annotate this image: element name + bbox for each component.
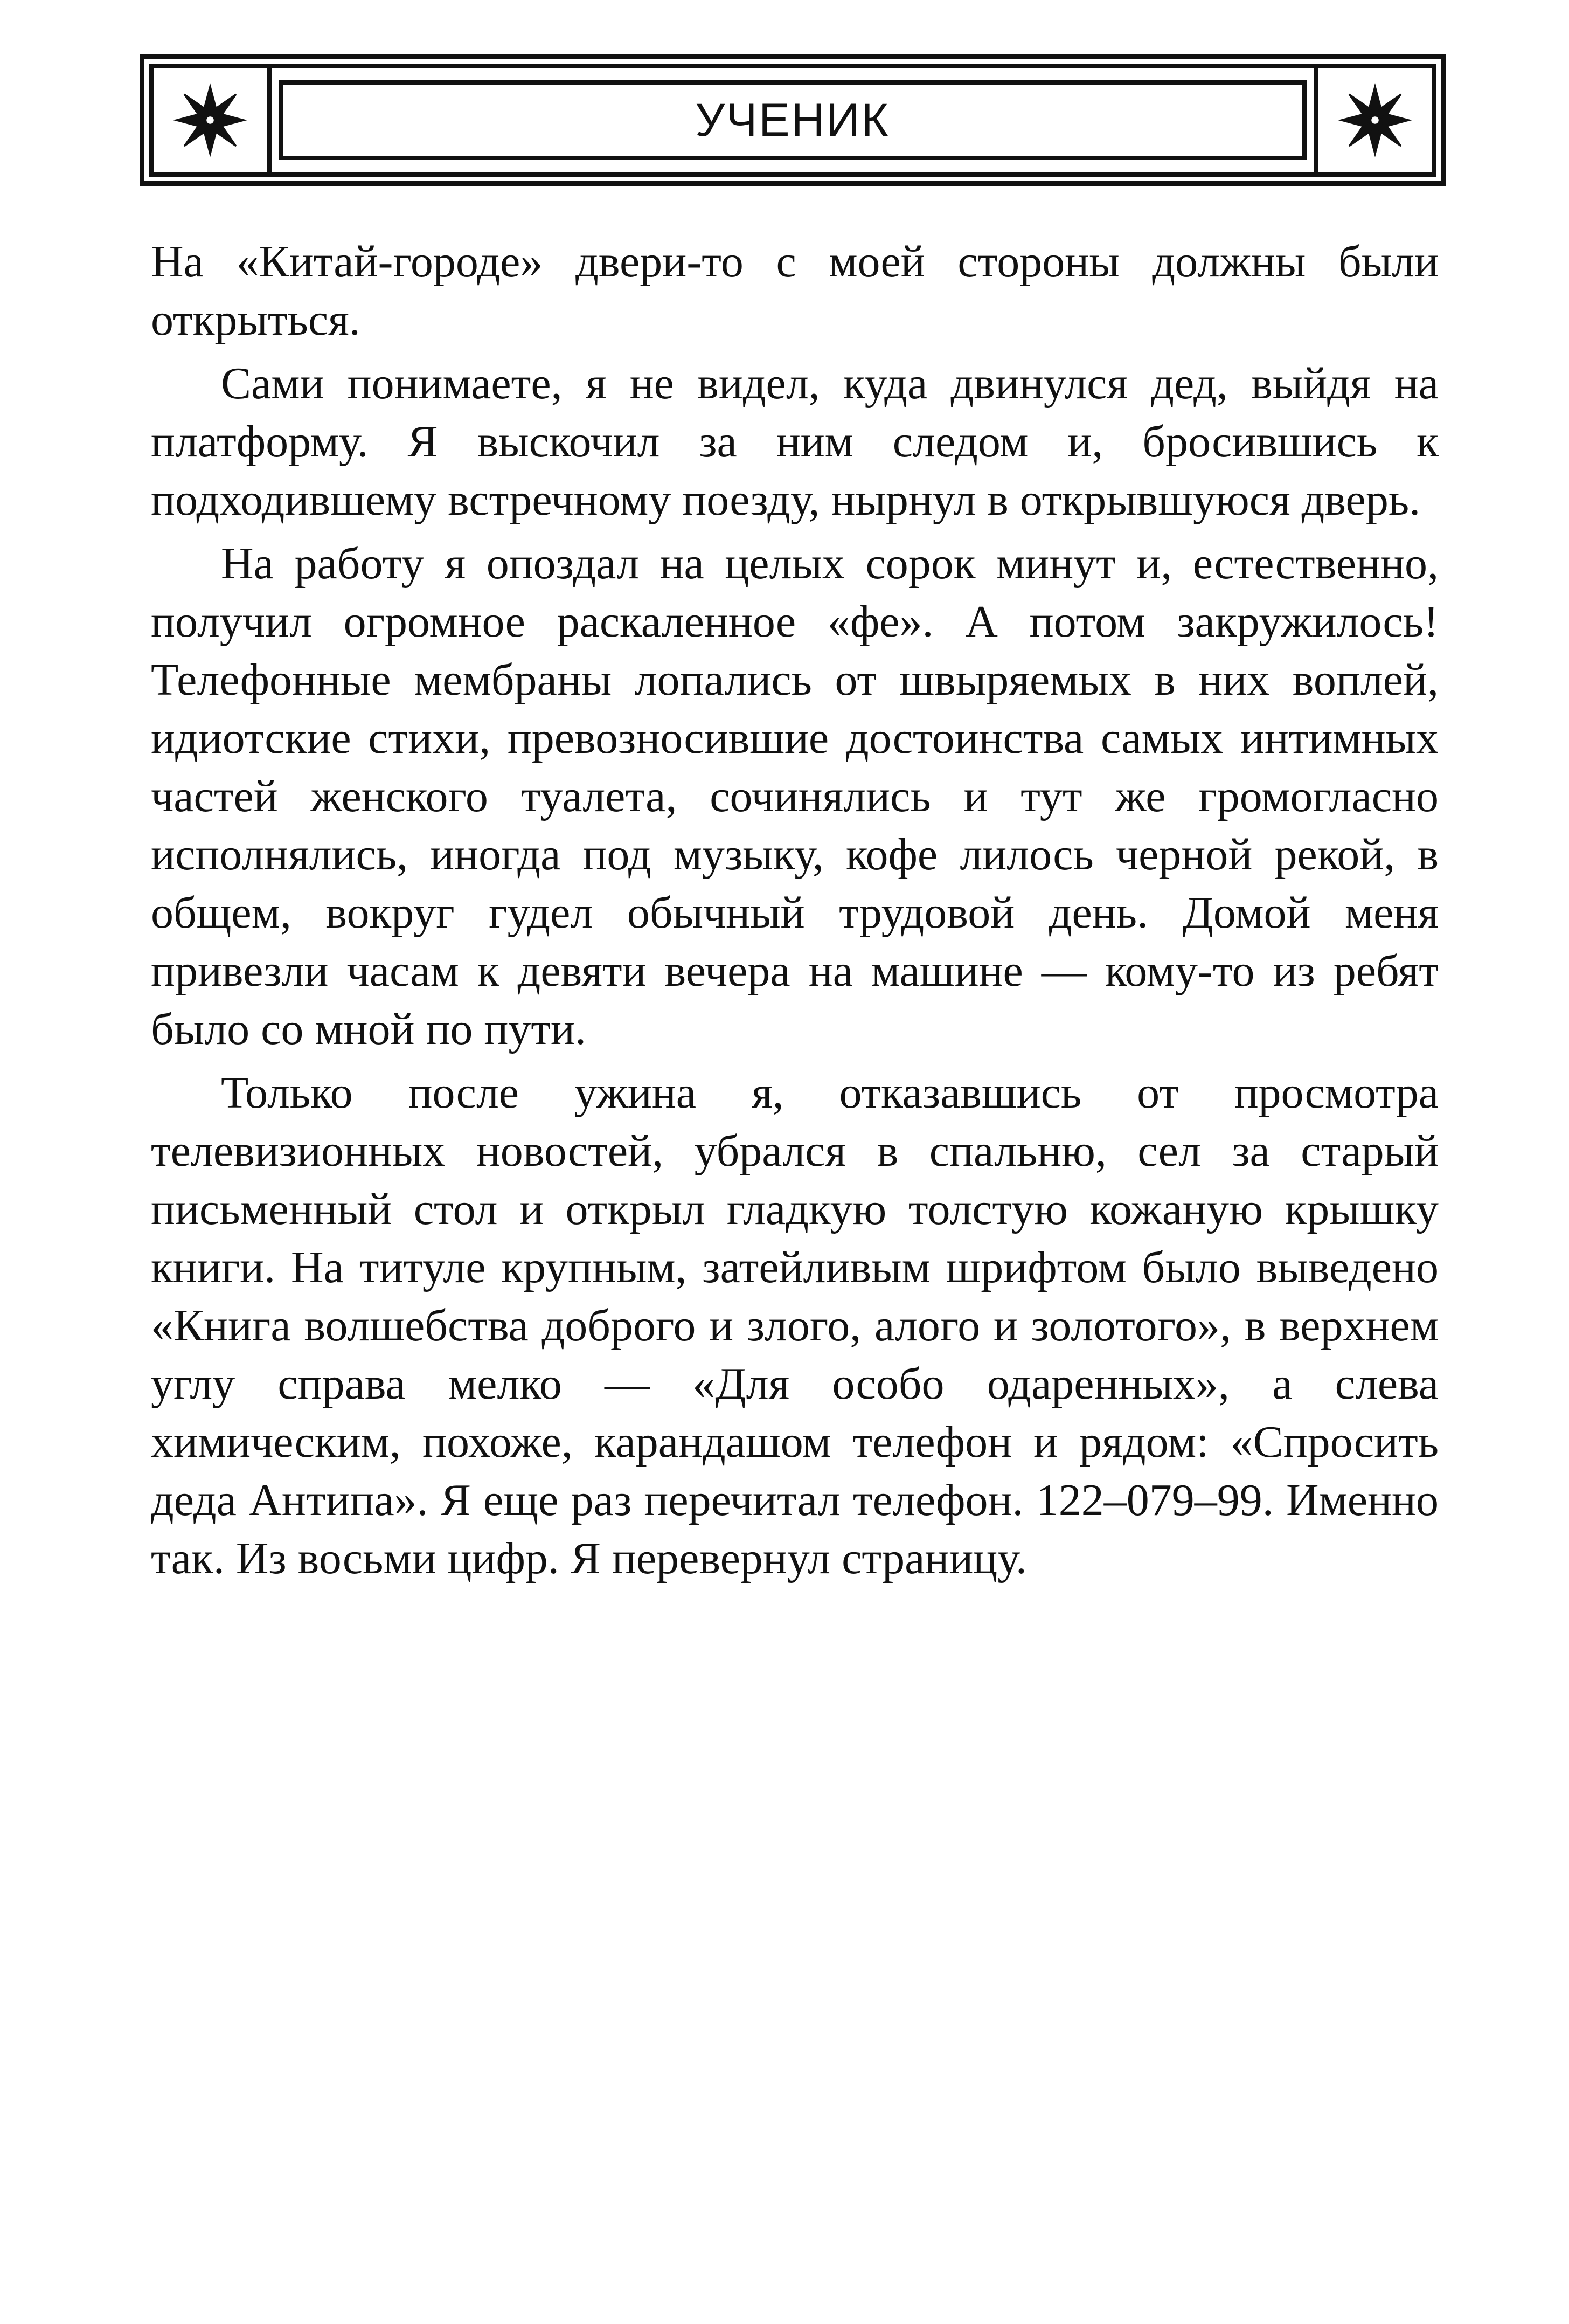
header-title-box	[279, 80, 1307, 160]
body-text	[151, 233, 1439, 1593]
paragraph: Только после ужина я, отказавшись от просмотра телевизионных новостей, убрался в спальню, сел за старый письменный стол и открыл гладкую толстую кожаную крышку книги. На титуле крупным, затейливым шрифтом было выведено «Книга волшебства доброго и злого, алого и золотого», в верхнем углу справа мелко — «Для особо одаренных», а слева химическим, похоже, карандашом телефон и рядом: «Спросить деда Антипа». Я еще раз перечитал телефон. 122–079–99. Именно так. Из восьми цифр. Я перевернул страницу.	[151, 1068, 1439, 1583]
star-ornament-icon	[170, 80, 251, 161]
paragraph: Сами понимаете, я не видел, куда двинулся дед, выйдя на платформу. Я выскочил за ним следом и, бросившись к подходившему встречному поезду, нырнул в открывшуюся дверь.	[151, 358, 1439, 525]
running-header	[149, 64, 1436, 177]
header-ornament-right	[1314, 68, 1432, 172]
paragraph: На работу я опоздал на целых сорок минут и, естественно, получил огромное раскаленное «фе». А потом закружилось! Телефонные мембраны лопались от швыряемых в них воплей, идиотские стихи, превозносившие достоинства самых интимных частей женского туалета, сочинялись и тут же громогласно исполнялись, иногда под музыку, кофе лилось черной рекой, в общем, вокруг гудел обычный трудовой день. Домой меня привезли часам к девяти вечера на машине — кому-то из ребят было со мной по пути.	[151, 538, 1439, 1054]
page-header-title: УЧЕНИК	[695, 94, 890, 146]
paragraph: На «Китай-городе» двери-то с моей стороны должны были открыться.	[151, 237, 1439, 345]
header-ornament-left	[154, 68, 272, 172]
star-ornament-icon	[1335, 80, 1415, 161]
